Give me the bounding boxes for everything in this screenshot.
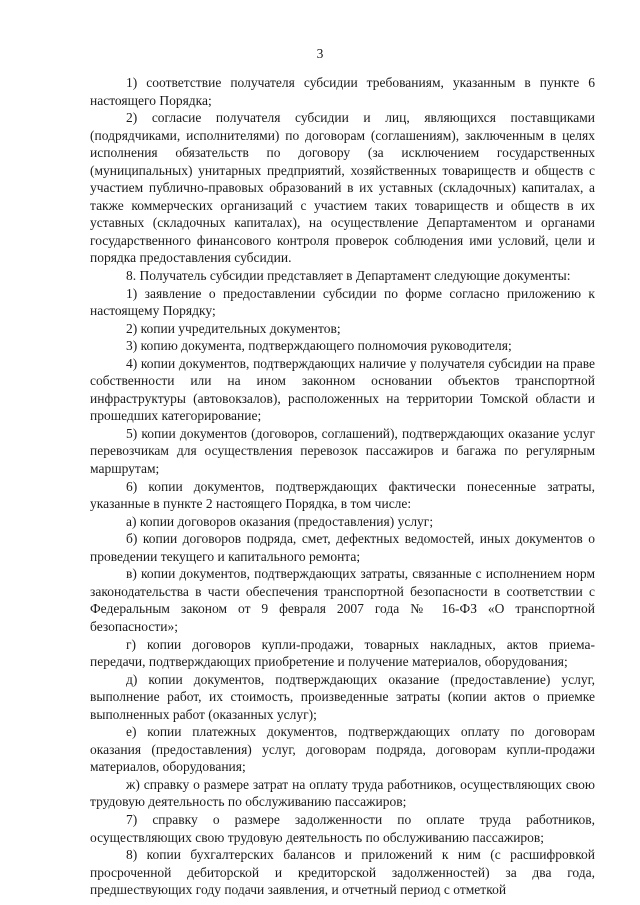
paragraph: 1) соответствие получателя субсидии требованиям, указанным в пункте 6 настоящего Порядка; <box>90 75 595 108</box>
paragraph: 1) заявление о предоставлении субсидии по форме согласно приложению к настоящему Порядку; <box>90 285 595 319</box>
document-body <box>90 74 595 899</box>
paragraph: 2) согласие получателя субсидии и лиц, являющихся поставщиками (подрядчиками, исполнителями) по договорам (соглашениям), заключенным в целях исполнения обязательств по договору (за исключением государственных (муниципальных) унитарных предприятий, хозяйственных товариществ и обществ с участием публично-правовых образований в их уставных (складочных) капиталах, а также коммерческих организаций с участием таких товариществ и обществ в их уставных (складочных капиталах), на осуществление Департаментом и органами государственного финансового контроля проверок соблюдения ими условий, цели и порядка предоставления субсидии. <box>90 110 595 266</box>
paragraph: 8. Получатель субсидии представляет в Департамент следующие документы: <box>126 268 571 284</box>
paragraph: г) копии договоров купли-продажи, товарных накладных, актов приема-передачи, подтверждающих приобретение и получение материалов, оборудования; <box>90 636 595 670</box>
paragraph: 2) копии учредительных документов; <box>126 320 341 336</box>
paragraph: 6) копии документов, подтверждающих фактически понесенные затраты, указанные в пункте 2 настоящего Порядка, в том числе: <box>90 478 595 512</box>
paragraph: 3) копию документа, подтверждающего полномочия руководителя; <box>126 338 512 354</box>
paragraph: а) копии договоров оказания (предоставления) услуг; <box>126 513 434 529</box>
paragraph: д) копии документов, подтверждающих оказание (предоставление) услуг, выполнение работ, их стоимость, произведенные затраты (копии актов о приемке выполненных работ (оказанных услуг); <box>90 671 595 722</box>
paragraph: 8) копии бухгалтерских балансов и приложений к ним (с расшифровкой просроченной дебиторской и кредиторской задолженностей) за два года, предшествующих году подачи заявления, и отчетный период с отметкой <box>90 847 595 898</box>
paragraph: ж) справку о размере затрат на оплату труда работников, осуществляющих свою трудовую деятельность по обслуживанию пассажиров; <box>90 776 595 810</box>
paragraph: е) копии платежных документов, подтверждающих оплату по договорам оказания (предоставления) услуг, договорам подряда, договорам купли-продажи материалов, оборудования; <box>90 724 595 775</box>
paragraph: 7) справку о размере задолженности по оплате труда работников, осуществляющих свою трудовую деятельность по обслуживанию пассажиров; <box>90 811 595 845</box>
page-number: 3 <box>316 46 324 61</box>
paragraph: б) копии договоров подряда, смет, дефектных ведомостей, иных документов о проведении текущего и капитального ремонта; <box>90 531 595 564</box>
paragraph: 4) копии документов, подтверждающих наличие у получателя субсидии на праве собственности или на ином законном основании объектов транспортной инфраструктуры (автовокзалов), расположенных на территории Томской области и прошедших категорирование; <box>90 355 595 424</box>
paragraph: 5) копии документов (договоров, соглашений), подтверждающих оказание услуг перевозчикам для осуществления перевозок пассажиров и багажа по регулярным маршрутам; <box>90 425 595 477</box>
paragraph: в) копии документов, подтверждающих затраты, связанные с исполнением норм законодательства в части обеспечения транспортной безопасности в соответствии с Федеральным законом от 9 февраля 2007 года № 16-ФЗ «О транспортной безопасности»; <box>90 566 595 634</box>
